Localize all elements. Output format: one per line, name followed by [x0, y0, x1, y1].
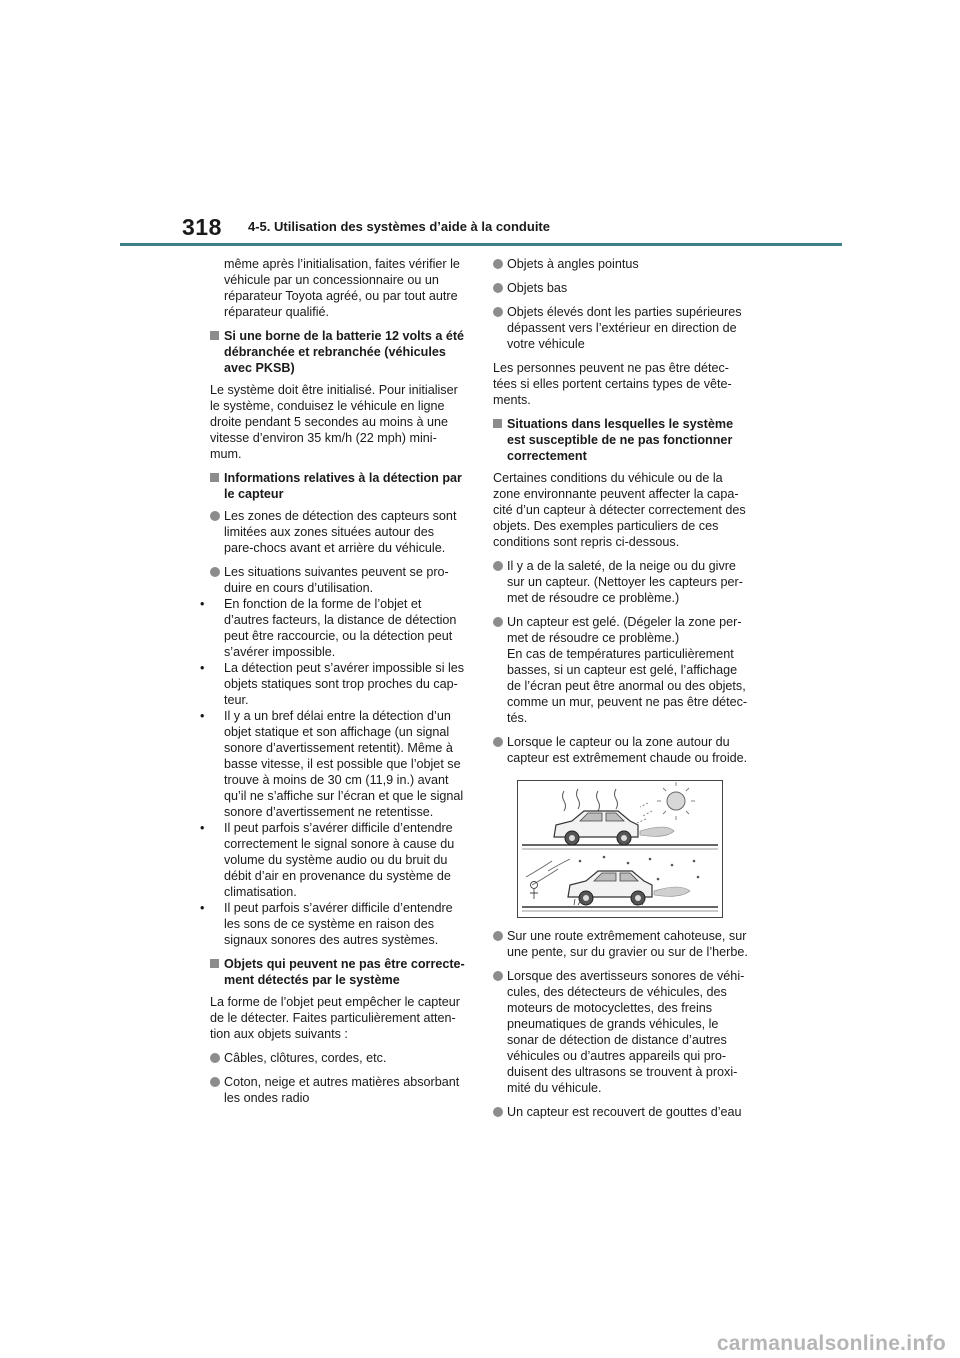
persons-paragraph: Les personnes peuvent ne pas être détec- tées si elles portent certains types de vête- ments.	[493, 361, 732, 407]
square-bullet-icon	[493, 419, 502, 428]
circle-bullet-icon	[493, 1107, 503, 1117]
list-item: Un capteur est gelé. (Dégeler la zone per- met de résoudre ce problème.) En cas de températures particulièrement basses, si un capteur est gelé, l’affichage de l’écran peut être anormal ou des objets, comme un mur, peuvent ne pas être détec- tés.	[493, 614, 755, 726]
square-bullet-icon	[210, 959, 219, 968]
sub-list-item: • La détection peut s’avérer impossible si les objets statiques sont trop proches du cap- teur.	[200, 661, 465, 707]
situations-heading: Situations dans lesquelles le système est susceptible de ne pas fonctionner correctement	[493, 416, 755, 464]
square-bullet-icon	[210, 331, 219, 340]
circle-bullet-icon	[493, 971, 503, 981]
circle-bullet-icon	[493, 307, 503, 317]
list-item: Sur une route extrêmement cahoteuse, sur une pente, sur du gravier ou sur de l’herbe.	[493, 928, 755, 960]
list-item: Lorsque le capteur ou la zone autour du capteur est extrêmement chaude ou froide.	[493, 734, 755, 766]
objects-heading: Objets qui peuvent ne pas être correcte- ment détectés par le système	[210, 956, 470, 988]
list-item: Câbles, clôtures, cordes, etc.	[210, 1050, 470, 1066]
list-item: Objets à angles pointus	[493, 256, 755, 272]
list-item: Les situations suivantes peuvent se pro- duire en cours d’utilisation.	[210, 564, 470, 596]
circle-bullet-icon	[493, 737, 503, 747]
temperature-illustration	[517, 780, 723, 918]
circle-bullet-icon	[493, 931, 503, 941]
objects-paragraph: La forme de l’objet peut empêcher le capteur de le détecter. Faites particulièrement atten- tion aux objets suivants :	[210, 995, 460, 1041]
left-column	[200, 256, 470, 1114]
sub-list-item: • Il peut parfois s’avérer difficile d’entendre les sons de ce système en raison des signaux sonores des autres systèmes.	[200, 901, 453, 947]
chapter-title: 4-5. Utilisation des systèmes d’aide à la conduite	[248, 219, 550, 234]
circle-bullet-icon	[493, 283, 503, 293]
battery-paragraph: Le système doit être initialisé. Pour initialiser le système, conduisez le véhicule en ligne droite pendant 5 secondes au moins à une vitesse d’environ 35 km/h (22 mph) mini- mum.	[210, 383, 458, 461]
list-item: Un capteur est recouvert de gouttes d’eau	[493, 1104, 755, 1120]
list-item: Objets bas	[493, 280, 755, 296]
circle-bullet-icon	[493, 259, 503, 269]
sub-list-item: • Il y a un bref délai entre la détection d’un objet statique et son affichage (un signal sonore d’avertissement retentit). Même à basse vitesse, il est possible que l’objet se trouve à moins de 30 cm (11,9 in.) avant qu’il ne s’affiche sur l’écran et que le signal sonore d’avertissement ne retentisse.	[200, 709, 464, 819]
square-bullet-icon	[210, 473, 219, 482]
page-number: 318	[182, 214, 222, 240]
sub-list-item: • Il peut parfois s’avérer difficile d’entendre correctement le signal sonore à cause du volume du système audio ou du bruit du débit d’air en provenance du système de climatisation.	[200, 821, 455, 899]
battery-heading: Si une borne de la batterie 12 volts a été débranchée et rebranchée (véhicules avec PKSB)	[210, 328, 470, 376]
circle-bullet-icon	[493, 617, 503, 627]
circle-bullet-icon	[210, 567, 220, 577]
sub-list-item: • En fonction de la forme de l’objet et d’autres facteurs, la distance de détection peut être raccourcie, ou la détection peut s’avérer impossible.	[200, 597, 457, 659]
sub-list	[196, 596, 470, 948]
situations-paragraph: Certaines conditions du véhicule ou de la zone environnante peuvent affecter la capa- cité d’un capteur à détecter correctement des objets. Des exemples particuliers de ces conditions sont repris ci-dessous.	[493, 471, 746, 549]
list-item: Il y a de la saleté, de la neige ou du givre sur un capteur. (Nettoyer les capteurs per- met de résoudre ce problème.)	[493, 558, 755, 606]
header-rule	[120, 243, 842, 246]
circle-bullet-icon	[493, 561, 503, 571]
circle-bullet-icon	[210, 1053, 220, 1063]
right-column	[493, 256, 755, 1128]
list-item: Les zones de détection des capteurs sont limitées aux zones situées autour des pare-chocs avant et arrière du véhicule.	[210, 508, 470, 556]
sensor-info-heading: Informations relatives à la détection par le capteur	[210, 470, 470, 502]
list-item: Coton, neige et autres matières absorbant les ondes radio	[210, 1074, 470, 1106]
circle-bullet-icon	[210, 511, 220, 521]
intro-paragraph: même après l’initialisation, faites vérifier le véhicule par un concessionnaire ou un réparateur Toyota agréé, ou par tout autre réparateur qualifié.	[224, 257, 460, 319]
watermark: carmanualsonline.info	[716, 1332, 946, 1355]
circle-bullet-icon	[210, 1077, 220, 1087]
list-item: Lorsque des avertisseurs sonores de véhi- cules, des détecteurs de véhicules, des moteurs de motocyclettes, des freins pneumatiques de grands véhicules, le sonar de détection de distance d’autres véhicules ou d’autres appareils qui pro- duisent des ultrasons se trouvent à proxi- mité du véhicule.	[493, 968, 755, 1096]
hot-cold-car-illustration	[518, 781, 722, 917]
list-item: Objets élevés dont les parties supérieures dépassent vers l’extérieur en direction de votre véhicule	[493, 304, 755, 352]
